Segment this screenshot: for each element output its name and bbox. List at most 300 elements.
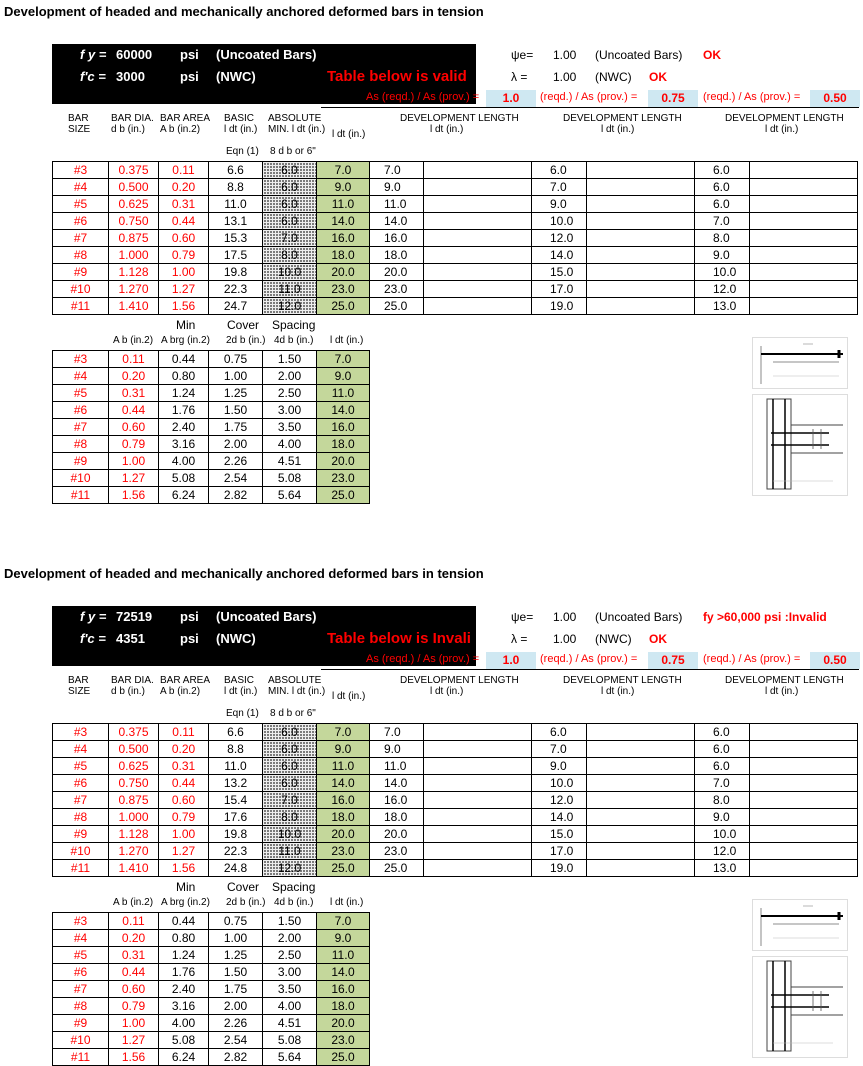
- fc-unit: psi: [180, 69, 199, 84]
- bar-dia-cell: 1.410: [109, 298, 159, 315]
- sub-min-label: Min: [176, 318, 196, 332]
- sub-ab-cell: 1.56: [109, 487, 159, 504]
- column-joint-figure: [752, 394, 848, 496]
- bar-size-cell: #7: [53, 230, 109, 247]
- table-row: [53, 930, 370, 947]
- sub-ldt-cell: 11.0: [317, 385, 370, 402]
- dev-length-1-blank: [424, 196, 532, 213]
- dev-length-1-cell: 25.0: [370, 860, 424, 877]
- sub-4db-label: 4d b (in.): [274, 897, 314, 908]
- dev-length-1-blank: [424, 860, 532, 877]
- absolute-min-cell: 12.0: [263, 860, 317, 877]
- dev-length-3-blank: [750, 196, 858, 213]
- fy-value[interactable]: 60000: [116, 47, 153, 62]
- sub-ab-cell: 0.44: [109, 964, 159, 981]
- sub-abrg-cell: 6.24: [159, 487, 209, 504]
- col-dev-length-2: DEVELOPMENT LENGTH l dt (in.): [563, 675, 682, 697]
- sub-abrg-cell: 0.44: [159, 351, 209, 368]
- table-row: [53, 368, 370, 385]
- dev-length-3-blank: [750, 792, 858, 809]
- sub-cover-cell: 1.00: [209, 930, 263, 947]
- sub-cover-cell: 1.25: [209, 385, 263, 402]
- col-eight-db: 8 d b or 6": [270, 708, 316, 719]
- dev-length-3-cell: 6.0: [695, 162, 750, 179]
- sub-bar-cell: #5: [53, 947, 109, 964]
- sub-abrg-cell: 0.80: [159, 368, 209, 385]
- col-eqn: Eqn (1): [226, 146, 259, 157]
- dev-length-2-cell: 6.0: [532, 162, 587, 179]
- sub-ab-cell: 1.27: [109, 470, 159, 487]
- sub-cover-cell: 2.54: [209, 1032, 263, 1049]
- table-row: [53, 981, 370, 998]
- table-row: [53, 213, 858, 230]
- dev-length-2-cell: 19.0: [532, 860, 587, 877]
- bar-area-cell: 0.20: [159, 179, 209, 196]
- dev-length-1-blank: [424, 775, 532, 792]
- col-dev-length-1: DEVELOPMENT LENGTH l dt (in.): [400, 113, 519, 135]
- ldt-cell: 20.0: [317, 264, 370, 281]
- dev-length-2-blank: [587, 758, 695, 775]
- dev-length-2-cell: 9.0: [532, 196, 587, 213]
- sub-cover-cell: 1.25: [209, 947, 263, 964]
- sub-cover-cell: 1.50: [209, 964, 263, 981]
- basic-ldt-cell: 17.6: [209, 809, 263, 826]
- dev-length-2-blank: [587, 792, 695, 809]
- sub-2db-label: 2d b (in.): [226, 335, 266, 346]
- basic-ldt-cell: 13.1: [209, 213, 263, 230]
- table-row: [53, 162, 858, 179]
- spacing-table: [52, 350, 370, 504]
- bar-size-cell: #10: [53, 281, 109, 298]
- sub-cover-label: Cover: [227, 318, 260, 332]
- bar-size-cell: #9: [53, 264, 109, 281]
- sub-bar-cell: #10: [53, 470, 109, 487]
- ratio-label-3: (reqd.) / As (prov.) =: [703, 91, 801, 103]
- dev-length-3-cell: 6.0: [695, 741, 750, 758]
- dev-length-3-cell: 12.0: [695, 281, 750, 298]
- sub-cover-cell: 1.75: [209, 981, 263, 998]
- sub-spacing-cell: 5.64: [263, 1049, 317, 1066]
- ldt-cell: 16.0: [317, 792, 370, 809]
- sub-abrg-cell: 5.08: [159, 1032, 209, 1049]
- dev-length-1-cell: 23.0: [370, 843, 424, 860]
- dev-length-2-cell: 14.0: [532, 809, 587, 826]
- sub-2db-label: 2d b (in.): [226, 897, 266, 908]
- sub-abrg-cell: 3.16: [159, 998, 209, 1015]
- fc-unit: psi: [180, 631, 199, 646]
- bar-size-cell: #7: [53, 792, 109, 809]
- dev-length-2-blank: [587, 179, 695, 196]
- sub-spacing-cell: 4.00: [263, 998, 317, 1015]
- dev-length-3-blank: [750, 741, 858, 758]
- table-row: [53, 860, 858, 877]
- basic-ldt-cell: 11.0: [209, 758, 263, 775]
- table-row: [53, 385, 370, 402]
- table-row: [53, 453, 370, 470]
- sub-cover-cell: 2.26: [209, 1015, 263, 1032]
- basic-ldt-cell: 8.8: [209, 179, 263, 196]
- sub-ldt-cell: 23.0: [317, 470, 370, 487]
- sub-bar-cell: #6: [53, 964, 109, 981]
- ratio-value-2[interactable]: 0.75: [648, 90, 698, 107]
- bar-dia-cell: 1.000: [109, 809, 159, 826]
- table-row: [53, 230, 858, 247]
- sub-spacing-cell: 4.51: [263, 453, 317, 470]
- absolute-min-cell: 6.0: [263, 196, 317, 213]
- bar-dia-cell: 0.750: [109, 775, 159, 792]
- sub-bar-cell: #5: [53, 385, 109, 402]
- col-basic: BASIC l dt (in.): [224, 675, 258, 697]
- absolute-min-cell: 11.0: [263, 281, 317, 298]
- dev-length-3-cell: 13.0: [695, 860, 750, 877]
- dev-length-3-blank: [750, 247, 858, 264]
- sub-spacing-cell: 3.00: [263, 964, 317, 981]
- sub-bar-cell: #7: [53, 419, 109, 436]
- ldt-cell: 11.0: [317, 196, 370, 213]
- dev-length-2-blank: [587, 230, 695, 247]
- sub-spacing-cell: 1.50: [263, 913, 317, 930]
- absolute-min-cell: 11.0: [263, 843, 317, 860]
- table-row: [53, 775, 858, 792]
- bar-dia-cell: 1.270: [109, 843, 159, 860]
- dev-length-1-blank: [424, 792, 532, 809]
- dev-length-1-cell: 7.0: [370, 724, 424, 741]
- dev-length-3-blank: [750, 724, 858, 741]
- col-absolute: ABSOLUTE MIN. l dt (in.): [268, 113, 326, 135]
- ldt-cell: 11.0: [317, 758, 370, 775]
- fc-value[interactable]: 4351: [116, 631, 145, 646]
- sub-abrg-cell: 4.00: [159, 453, 209, 470]
- dev-length-2-blank: [587, 775, 695, 792]
- absolute-min-cell: 7.0: [263, 230, 317, 247]
- sub-ldt-cell: 7.0: [317, 351, 370, 368]
- bar-dia-cell: 1.128: [109, 264, 159, 281]
- sub-bar-cell: #4: [53, 930, 109, 947]
- sub-ab-cell: 0.11: [109, 351, 159, 368]
- ldt-cell: 14.0: [317, 213, 370, 230]
- dev-length-3-cell: 7.0: [695, 775, 750, 792]
- ldt-cell: 25.0: [317, 860, 370, 877]
- ratio-value-1[interactable]: 1.0: [486, 90, 536, 107]
- absolute-min-cell: 6.0: [263, 741, 317, 758]
- ratio-value-3[interactable]: 0.50: [810, 652, 860, 669]
- dev-length-2-blank: [587, 741, 695, 758]
- table-row: [53, 298, 858, 315]
- sub-spacing-cell: 2.50: [263, 947, 317, 964]
- sub-ab-cell: 0.44: [109, 402, 159, 419]
- sub-spacing-cell: 2.00: [263, 368, 317, 385]
- ldt-cell: 16.0: [317, 230, 370, 247]
- table-row: [53, 843, 858, 860]
- dev-length-3-cell: 12.0: [695, 843, 750, 860]
- bar-size-cell: #6: [53, 775, 109, 792]
- psi-e-note: (Uncoated Bars): [595, 48, 683, 62]
- basic-ldt-cell: 22.3: [209, 281, 263, 298]
- sub-bar-cell: #11: [53, 1049, 109, 1066]
- table-row: [53, 826, 858, 843]
- bar-area-cell: 1.56: [159, 860, 209, 877]
- dev-length-2-cell: 7.0: [532, 179, 587, 196]
- ldt-cell: 18.0: [317, 247, 370, 264]
- psi-e-status: OK: [703, 48, 721, 62]
- fy-unit: psi: [180, 609, 199, 624]
- basic-ldt-cell: 19.8: [209, 264, 263, 281]
- dev-length-1-blank: [424, 264, 532, 281]
- dev-length-2-cell: 7.0: [532, 741, 587, 758]
- bar-area-cell: 1.27: [159, 843, 209, 860]
- dev-length-2-blank: [587, 281, 695, 298]
- fy-unit: psi: [180, 47, 199, 62]
- dev-length-1-blank: [424, 213, 532, 230]
- lambda-label: λ =: [511, 70, 528, 84]
- psi-e-note: (Uncoated Bars): [595, 610, 683, 624]
- bar-dia-cell: 0.875: [109, 792, 159, 809]
- table-row: [53, 470, 370, 487]
- fc-note: (NWC): [216, 69, 256, 84]
- sub-ab-cell: 1.00: [109, 1015, 159, 1032]
- dev-length-1-cell: 18.0: [370, 247, 424, 264]
- dev-length-3-blank: [750, 179, 858, 196]
- sub-bar-cell: #6: [53, 402, 109, 419]
- sub-abrg-cell: 5.08: [159, 470, 209, 487]
- bar-size-cell: #8: [53, 247, 109, 264]
- absolute-min-cell: 6.0: [263, 775, 317, 792]
- dev-length-3-blank: [750, 230, 858, 247]
- sub-spacing-cell: 2.00: [263, 930, 317, 947]
- dev-length-1-blank: [424, 298, 532, 315]
- absolute-min-cell: 7.0: [263, 792, 317, 809]
- sub-cover-cell: 0.75: [209, 351, 263, 368]
- dev-length-3-blank: [750, 162, 858, 179]
- table-row: [53, 741, 858, 758]
- sub-ab-label: A b (in.2): [113, 335, 154, 346]
- sub-ldt-label: l dt (in.): [330, 335, 364, 346]
- table-row: [53, 724, 858, 741]
- dev-length-1-cell: 25.0: [370, 298, 424, 315]
- sub-ldt-cell: 9.0: [317, 368, 370, 385]
- ldt-cell: 7.0: [317, 724, 370, 741]
- dev-length-1-blank: [424, 843, 532, 860]
- dev-length-3-blank: [750, 860, 858, 877]
- critical-section-figure: [752, 899, 848, 951]
- table-row: [53, 351, 370, 368]
- col-dev-length-1: DEVELOPMENT LENGTH l dt (in.): [400, 675, 519, 697]
- basic-ldt-cell: 17.5: [209, 247, 263, 264]
- fc-label: f'c =: [80, 69, 106, 84]
- sub-ldt-cell: 11.0: [317, 947, 370, 964]
- dev-length-2-cell: 12.0: [532, 792, 587, 809]
- sub-cover-cell: 2.82: [209, 487, 263, 504]
- bar-size-cell: #5: [53, 196, 109, 213]
- sub-ab-cell: 1.00: [109, 453, 159, 470]
- bar-size-cell: #3: [53, 162, 109, 179]
- bar-area-cell: 0.79: [159, 809, 209, 826]
- table-row: [53, 964, 370, 981]
- sub-abrg-cell: 4.00: [159, 1015, 209, 1032]
- sub-ldt-cell: 14.0: [317, 964, 370, 981]
- dev-length-2-cell: 9.0: [532, 758, 587, 775]
- sub-abrg-cell: 1.76: [159, 964, 209, 981]
- dev-length-table: [52, 161, 858, 315]
- sub-bar-cell: #9: [53, 1015, 109, 1032]
- dev-length-1-cell: 11.0: [370, 196, 424, 213]
- bar-dia-cell: 0.625: [109, 196, 159, 213]
- dev-length-2-cell: 12.0: [532, 230, 587, 247]
- table-row: [53, 792, 858, 809]
- table-row: [53, 281, 858, 298]
- dev-length-3-cell: 10.0: [695, 264, 750, 281]
- bar-dia-cell: 1.128: [109, 826, 159, 843]
- psi-e-status: fy >60,000 psi :Invalid: [703, 610, 827, 624]
- dev-length-3-cell: 6.0: [695, 724, 750, 741]
- table-row: [53, 913, 370, 930]
- bar-area-cell: 1.00: [159, 264, 209, 281]
- fc-value[interactable]: 3000: [116, 69, 145, 84]
- dev-length-1-blank: [424, 230, 532, 247]
- sub-abrg-cell: 6.24: [159, 1049, 209, 1066]
- col-bar-area: BAR AREA A b (in.2): [160, 675, 211, 697]
- ratio-value-1[interactable]: 1.0: [486, 652, 536, 669]
- bar-dia-cell: 0.500: [109, 179, 159, 196]
- sub-ldt-cell: 7.0: [317, 913, 370, 930]
- table-row: [53, 179, 858, 196]
- ldt-cell: 7.0: [317, 162, 370, 179]
- lambda-note: (NWC): [595, 70, 632, 84]
- bar-size-cell: #11: [53, 860, 109, 877]
- spacing-table: [52, 912, 370, 1066]
- ratio-value-2[interactable]: 0.75: [648, 652, 698, 669]
- sub-cover-cell: 1.00: [209, 368, 263, 385]
- dev-length-3-cell: 9.0: [695, 247, 750, 264]
- dev-length-3-blank: [750, 298, 858, 315]
- sub-bar-cell: #8: [53, 998, 109, 1015]
- fy-value[interactable]: 72519: [116, 609, 153, 624]
- col-basic: BASIC l dt (in.): [224, 113, 258, 135]
- dev-length-2-cell: 10.0: [532, 213, 587, 230]
- ratio-label-3: (reqd.) / As (prov.) =: [703, 653, 801, 665]
- ratio-label-2: (reqd.) / As (prov.) =: [540, 91, 638, 103]
- dev-length-3-cell: 10.0: [695, 826, 750, 843]
- sub-abrg-cell: 0.44: [159, 913, 209, 930]
- sub-min-label: Min: [176, 880, 196, 894]
- fy-label: f y =: [80, 47, 107, 62]
- sub-bar-cell: #9: [53, 453, 109, 470]
- fy-note: (Uncoated Bars): [216, 47, 317, 62]
- absolute-min-cell: 10.0: [263, 264, 317, 281]
- sub-ldt-label: l dt (in.): [330, 897, 364, 908]
- sub-ldt-cell: 14.0: [317, 402, 370, 419]
- col-eight-db: 8 d b or 6": [270, 146, 316, 157]
- dev-length-2-blank: [587, 826, 695, 843]
- dev-length-2-cell: 17.0: [532, 843, 587, 860]
- psi-e-value: 1.00: [553, 610, 577, 624]
- dev-length-3-cell: 6.0: [695, 196, 750, 213]
- table-row: [53, 419, 370, 436]
- dev-length-2-blank: [587, 809, 695, 826]
- bar-area-cell: 0.31: [159, 196, 209, 213]
- sub-spacing-label: Spacing: [272, 880, 316, 894]
- sub-cover-cell: 2.54: [209, 470, 263, 487]
- bar-area-cell: 0.60: [159, 230, 209, 247]
- sub-spacing-cell: 3.50: [263, 419, 317, 436]
- sub-ab-cell: 1.27: [109, 1032, 159, 1049]
- sub-ab-cell: 0.20: [109, 368, 159, 385]
- dev-length-2-cell: 10.0: [532, 775, 587, 792]
- col-dev-length-2: DEVELOPMENT LENGTH l dt (in.): [563, 113, 682, 135]
- absolute-min-cell: 6.0: [263, 213, 317, 230]
- bar-size-cell: #5: [53, 758, 109, 775]
- bar-dia-cell: 1.000: [109, 247, 159, 264]
- sub-abrg-cell: 2.40: [159, 981, 209, 998]
- sub-ldt-cell: 18.0: [317, 998, 370, 1015]
- col-bar-size: BAR SIZE: [68, 675, 91, 697]
- table-row: [53, 947, 370, 964]
- absolute-min-cell: 8.0: [263, 809, 317, 826]
- bar-area-cell: 0.44: [159, 213, 209, 230]
- sub-cover-cell: 2.00: [209, 998, 263, 1015]
- sub-abrg-cell: 3.16: [159, 436, 209, 453]
- ratio-value-3[interactable]: 0.50: [810, 90, 860, 107]
- dev-length-3-blank: [750, 826, 858, 843]
- sub-ab-cell: 0.31: [109, 947, 159, 964]
- ldt-cell: 25.0: [317, 298, 370, 315]
- bar-area-cell: 1.00: [159, 826, 209, 843]
- bar-area-cell: 0.79: [159, 247, 209, 264]
- sub-spacing-cell: 4.00: [263, 436, 317, 453]
- absolute-min-cell: 6.0: [263, 162, 317, 179]
- sub-bar-cell: #11: [53, 487, 109, 504]
- dev-length-3-blank: [750, 843, 858, 860]
- dev-length-2-blank: [587, 724, 695, 741]
- dev-length-2-cell: 6.0: [532, 724, 587, 741]
- bar-dia-cell: 0.625: [109, 758, 159, 775]
- bar-area-cell: 0.44: [159, 775, 209, 792]
- dev-length-3-cell: 6.0: [695, 758, 750, 775]
- sub-bar-cell: #3: [53, 913, 109, 930]
- table-row: [53, 1015, 370, 1032]
- dev-length-1-cell: 11.0: [370, 758, 424, 775]
- dev-length-1-blank: [424, 826, 532, 843]
- sub-spacing-cell: 2.50: [263, 385, 317, 402]
- ldt-cell: 18.0: [317, 809, 370, 826]
- psi-e-label: ψe=: [511, 48, 534, 62]
- psi-e-value: 1.00: [553, 48, 577, 62]
- col-bar-size: BAR SIZE: [68, 113, 91, 135]
- sub-abrg-cell: 1.76: [159, 402, 209, 419]
- validity-status: Table below is Invali: [327, 630, 471, 647]
- col-ldt: l dt (in.): [332, 129, 366, 140]
- sub-bar-cell: #4: [53, 368, 109, 385]
- ldt-cell: 23.0: [317, 843, 370, 860]
- sub-cover-cell: 0.75: [209, 913, 263, 930]
- ratio-label-1: As (reqd.) / As (prov.) =: [366, 653, 480, 665]
- dev-length-1-cell: 23.0: [370, 281, 424, 298]
- col-ldt: l dt (in.): [332, 691, 366, 702]
- dev-length-3-cell: 9.0: [695, 809, 750, 826]
- basic-ldt-cell: 22.3: [209, 843, 263, 860]
- ldt-cell: 23.0: [317, 281, 370, 298]
- bar-size-cell: #8: [53, 809, 109, 826]
- dev-length-3-blank: [750, 281, 858, 298]
- sub-spacing-label: Spacing: [272, 318, 316, 332]
- bar-area-cell: 0.20: [159, 741, 209, 758]
- dev-length-3-cell: 6.0: [695, 179, 750, 196]
- dev-length-1-blank: [424, 741, 532, 758]
- lambda-status: OK: [649, 632, 667, 646]
- dev-length-1-blank: [424, 281, 532, 298]
- sub-cover-cell: 1.75: [209, 419, 263, 436]
- sub-abrg-label: A brg (in.2): [161, 897, 210, 908]
